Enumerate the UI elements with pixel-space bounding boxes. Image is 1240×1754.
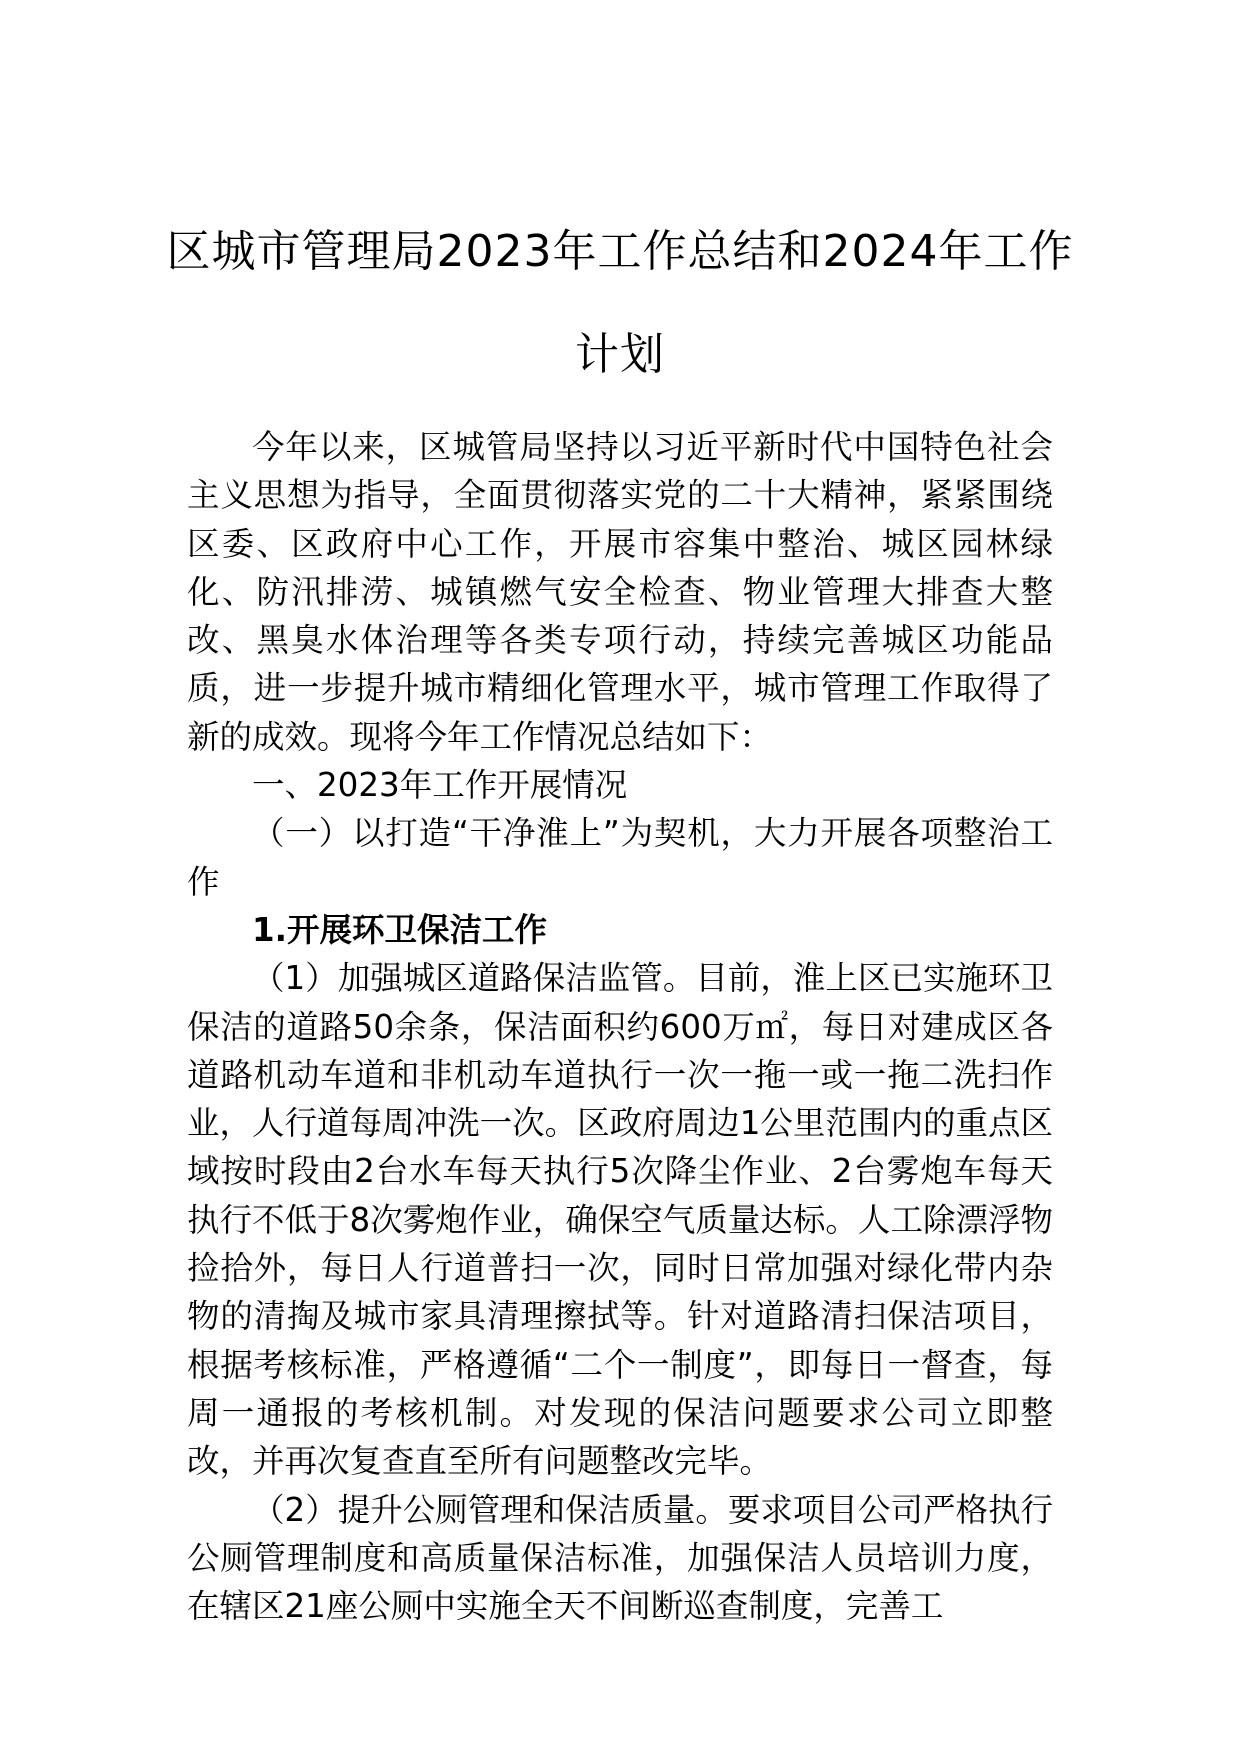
item-heading-1: 1.开展环卫保洁工作 bbox=[252, 910, 547, 949]
subsection-heading-1: （一）以打造“干净淮上”为契机，大力开展各项整治工作 bbox=[187, 814, 1053, 901]
body-paragraph-toilet-management: （2）提升公厕管理和保洁质量。要求项目公司严格执行公厕管理制度和高质量保洁标准，加强保洁人员培训力度，在辖区21座公厕中实施全天不间断巡查制度，完善工 bbox=[187, 1490, 1053, 1626]
document-title: 区城市管理局2023年工作总结和2024年工作计划 bbox=[166, 226, 1074, 380]
intro-paragraph: 今年以来，区城管局坚持以习近平新时代中国特色社会主义思想为指导，全面贯彻落实党的二十大精神，紧紧围绕区委、区政府中心工作，开展市容集中整治、城区园林绿化、防汛排涝、城镇燃气安全检查、物业管理大排查大整改、黑臭水体治理等各类专项行动，持续完善城区功能品质，进一步提升城市精细化管理水平，城市管理工作取得了新的成效。现将今年工作情况总结如下： bbox=[187, 428, 1053, 756]
body-paragraph-road-cleaning: （1）加强城区道路保洁监管。目前，淮上区已实施环卫保洁的道路50余条，保洁面积约600万㎡，每日对建成区各道路机动车道和非机动车道执行一次一拖一或一拖二洗扫作业，人行道每周冲洗一次。区政府周边1公里范围内的重点区域按时段由2台水车每天执行5次降尘作业、2台雾炮车每天执行不低于8次雾炮作业，确保空气质量达标。人工除漂浮物捡拾外，每日人行道普扫一次，同时日常加强对绿化带内杂物的清掏及城市家具清理擦拭等。针对道路清扫保洁项目，根据考核标准，严格遵循“二个一制度”，即每日一督查，每周一通报的考核机制。对发现的保洁问题要求公司立即整改，并再次复查直至所有问题整改完毕。 bbox=[187, 959, 1053, 1481]
section-heading-1: 一、2023年工作开展情况 bbox=[252, 766, 628, 805]
document-body bbox=[187, 423, 1053, 1630]
